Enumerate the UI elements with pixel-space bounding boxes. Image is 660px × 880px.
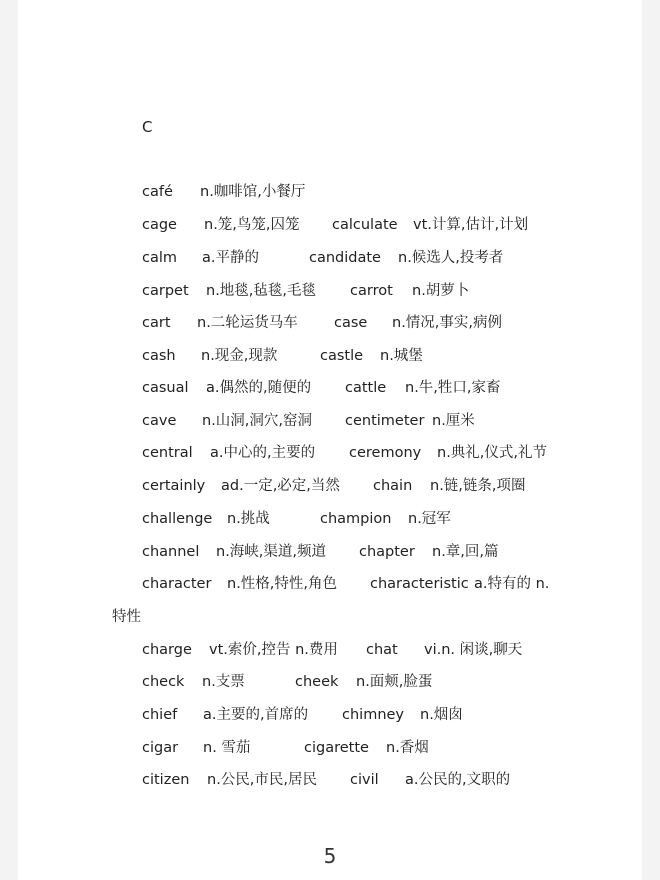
- vocab-word: castle: [320, 348, 364, 364]
- vocab-definition: a.中心的,主要的: [210, 445, 316, 461]
- vocab-definition: n.地毯,毡毯,毛毯: [206, 283, 317, 299]
- vocab-definition: n.笼,鸟笼,囚笼: [204, 217, 300, 233]
- vocab-word: calculate: [332, 217, 398, 233]
- vocab-word: cash: [142, 348, 176, 364]
- vocab-word: certainly: [142, 478, 206, 494]
- vocab-definition: n.胡萝卜: [412, 283, 470, 299]
- vocab-word: cigar: [142, 740, 179, 756]
- vocab-word: cage: [142, 217, 177, 233]
- list-item: [0, 411, 660, 431]
- list-item: [0, 672, 660, 692]
- vocab-word: café: [142, 184, 173, 200]
- vocab-word: carpet: [142, 283, 189, 299]
- vocab-word: channel: [142, 544, 200, 560]
- vocab-word: charge: [142, 642, 192, 658]
- vocab-definition: n.候选人,投考者: [398, 250, 504, 266]
- vocab-word: cattle: [345, 380, 387, 396]
- vocab-word: chimney: [342, 707, 405, 723]
- vocab-word: characteristic: [370, 576, 469, 592]
- vocab-word: citizen: [142, 772, 190, 788]
- vocab-word: champion: [320, 511, 392, 527]
- vocab-definition: a.特有的 n.: [474, 576, 550, 592]
- vocab-definition: a.主要的,首席的: [203, 707, 309, 723]
- vocab-definition: n.冠军: [408, 511, 451, 527]
- list-item: [0, 443, 660, 463]
- section-letter-heading: C: [142, 118, 153, 136]
- vocab-word: chapter: [359, 544, 415, 560]
- vocab-word: centimeter: [345, 413, 425, 429]
- vocab-definition: n.链,链条,项圈: [430, 478, 526, 494]
- vocab-definition: n.咖啡馆,小餐厅: [200, 184, 306, 200]
- list-item: [0, 640, 660, 660]
- list-item: [0, 281, 660, 301]
- list-item: [0, 215, 660, 235]
- vocab-definition: n.性格,特性,角色: [227, 576, 338, 592]
- list-item: [0, 607, 660, 627]
- list-item: [0, 705, 660, 725]
- vocab-definition: n.二轮运货马车: [197, 315, 298, 331]
- vocab-definition: n.面颊,脸蛋: [356, 674, 433, 690]
- list-item: [0, 542, 660, 562]
- vocab-word: cheek: [295, 674, 339, 690]
- vocab-word: challenge: [142, 511, 213, 527]
- vocab-word: carrot: [350, 283, 393, 299]
- vocab-word: central: [142, 445, 193, 461]
- vocab-word: cigarette: [304, 740, 369, 756]
- list-item: [0, 476, 660, 496]
- vocab-definition: vt.索价,控告 n.费用: [209, 642, 338, 658]
- vocab-word: cart: [142, 315, 171, 331]
- list-item: [0, 574, 660, 594]
- vocab-word: calm: [142, 250, 178, 266]
- page-number: 5: [323, 844, 337, 868]
- list-item: [0, 738, 660, 758]
- list-item: [0, 770, 660, 790]
- vocab-definition: n.挑战: [227, 511, 270, 527]
- vocab-definition: a.平静的: [202, 250, 259, 266]
- vocab-definition: a.公民的,文职的: [405, 772, 511, 788]
- vocab-definition: vi.n. 闲谈,聊天: [424, 642, 523, 658]
- vocab-definition: n. 雪茄: [203, 740, 251, 756]
- vocab-definition: n.典礼,仪式,礼节: [437, 445, 548, 461]
- vocab-definition: n.城堡: [380, 348, 423, 364]
- vocab-word: casual: [142, 380, 189, 396]
- list-item: [0, 509, 660, 529]
- vocab-definition: ad.一定,必定,当然: [221, 478, 340, 494]
- vocab-definition: n.厘米: [432, 413, 475, 429]
- vocab-definition: n.烟囱: [420, 707, 463, 723]
- vocab-word: ceremony: [349, 445, 422, 461]
- vocab-definition: n.章,回,篇: [432, 544, 499, 560]
- vocab-definition: n.公民,市民,居民: [207, 772, 318, 788]
- vocab-definition-continuation: 特性: [112, 609, 141, 625]
- vocab-word: case: [334, 315, 368, 331]
- vocab-definition: n.现金,现款: [201, 348, 278, 364]
- vocab-word: check: [142, 674, 185, 690]
- vocab-word: candidate: [309, 250, 381, 266]
- vocab-definition: n.山洞,洞穴,窑洞: [202, 413, 313, 429]
- list-item: [0, 248, 660, 268]
- vocab-definition: vt.计算,估计,计划: [413, 217, 529, 233]
- vocab-word: chat: [366, 642, 398, 658]
- vocab-word: civil: [350, 772, 379, 788]
- vocab-definition: n.支票: [202, 674, 245, 690]
- list-item: [0, 378, 660, 398]
- vocab-definition: n.情况,事实,病例: [392, 315, 503, 331]
- vocab-word: character: [142, 576, 212, 592]
- list-item: [0, 313, 660, 333]
- list-item: [0, 346, 660, 366]
- vocab-word: cave: [142, 413, 177, 429]
- vocab-word: chain: [373, 478, 413, 494]
- vocab-word: chief: [142, 707, 178, 723]
- vocab-definition: a.偶然的,随便的: [206, 380, 312, 396]
- list-item: [0, 182, 660, 202]
- vocab-definition: n.海峡,渠道,频道: [216, 544, 327, 560]
- vocab-definition: n.牛,牲口,家畜: [405, 380, 501, 396]
- vocab-definition: n.香烟: [386, 740, 429, 756]
